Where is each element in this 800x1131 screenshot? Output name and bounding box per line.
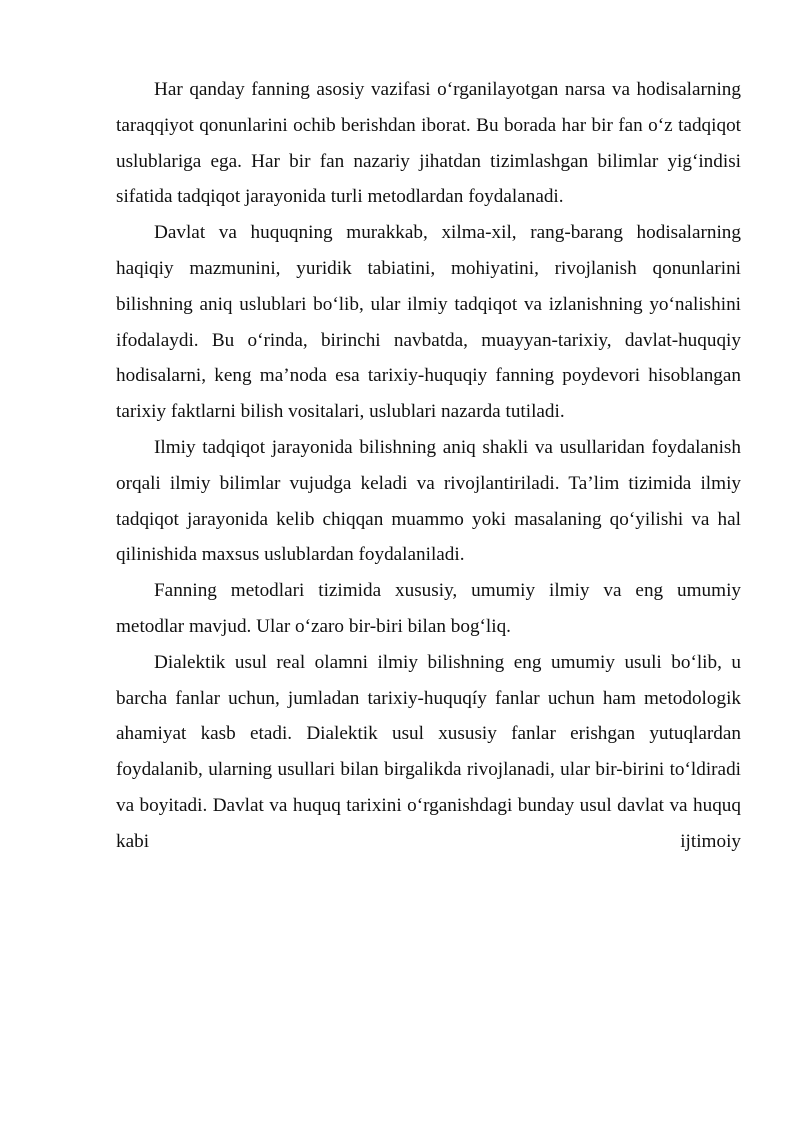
paragraph-1: Har qanday fanning asosiy vazifasi o‘rganilayotgan narsa va hodisalarning taraqqiyot qonunlarini ochib berishdan iborat. Bu borada har bir fan o‘z tadqiqot uslublariga ega. Har bir fan nazariy jihatdan tizimlashgan bilimlar yig‘indisi sifatida tadqiqot jarayonida turli metodlardan foydalanadi. bbox=[116, 79, 741, 208]
paragraph-2: Davlat va huquqning murakkab, xilma-xil, rang-barang hodisalarning haqiqiy mazmunini, yuridik tabiatini, mohiyatini, rivojlanish qonunlarini bilishning aniq uslublari bo‘lib, ular ilmiy tadqiqot va izlanishning yo‘nalishini ifodalaydi. Bu o‘rinda, birinchi navbatda, muayyan-tarixiy, davlat-huquqiy hodisalarni, keng ma’noda esa tarixiy-huquqiy fanning poydevori hisoblangan tarixiy faktlarni bilish vositalari, uslublari nazarda tutiladi. bbox=[116, 222, 741, 423]
paragraph-4: Fanning metodlari tizimida xususiy, umumiy ilmiy va eng umumiy metodlar mavjud. Ular o‘zaro bir-biri bilan bog‘liq. bbox=[116, 580, 741, 637]
paragraph-5: Dialektik usul real olamni ilmiy bilishning eng umumiy usuli bo‘lib, u barcha fanlar uchun, jumladan tarixiy-huquqíy fanlar uchun ham metodologik ahamiyat kasb etadi. Dialektik usul xususiy fanlar erishgan yutuqlardan foydalanib, ularning usullari bilan birgalikda rivojlanadi, ular bir-birini to‘ldiradi va boyitadi. Davlat va huquq tarixini o‘rganishdagi bunday usul davlat va huquq kabi ijtimoiy bbox=[116, 651, 741, 852]
document-page bbox=[116, 72, 741, 860]
paragraph-3: Ilmiy tadqiqot jarayonida bilishning aniq shakli va usullaridan foydalanish orqali ilmiy bilimlar vujudga keladi va rivojlantiriladi. Ta’lim tizimida ilmiy tadqiqot jarayonida kelib chiqqan muammo yoki masalaning qo‘yilishi va hal qilinishida maxsus uslublardan foydalaniladi. bbox=[116, 436, 741, 566]
